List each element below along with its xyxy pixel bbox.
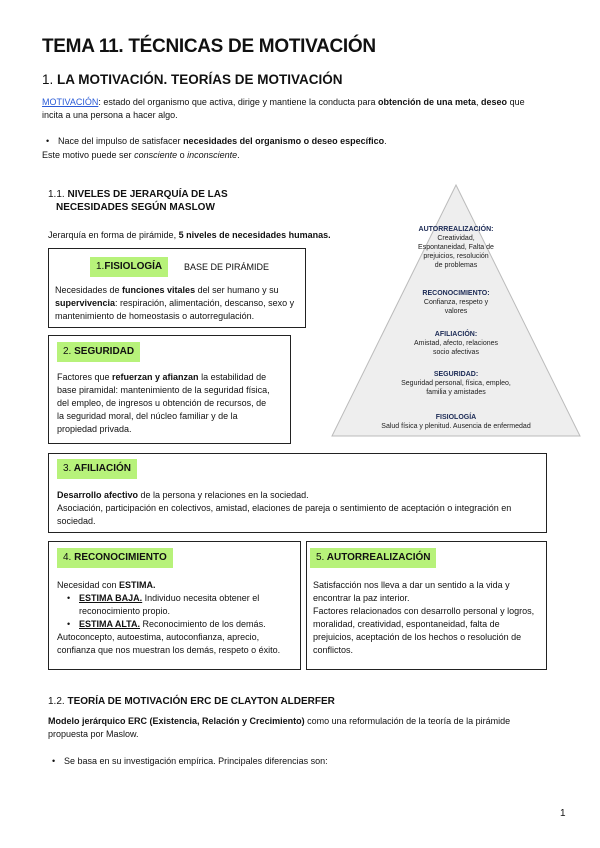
- tag-seguridad: [57, 342, 140, 362]
- tag-label: RECONOCIMIENTO: [74, 552, 167, 563]
- pyramid-level-line: familia y amistades: [426, 389, 486, 396]
- text: Asociación, participación en colectivos, amistad, elaciones de pareja o sentimiento de aceptación o integración en: [57, 503, 512, 513]
- def-line-2: incita a una persona a hacer algo.: [42, 110, 178, 120]
- bullet-bold: necesidades del organismo o deseo específico: [183, 136, 385, 146]
- tag-number: 3.: [63, 463, 72, 474]
- text: encontrar la paz interior.: [313, 593, 410, 603]
- def-text: : estado del organismo que activa, dirige y mantiene la conducta para: [98, 97, 379, 107]
- tag-number: 4.: [63, 552, 72, 563]
- erc-bold: Modelo jerárquico ERC (Existencia, Relación y Crecimiento): [48, 716, 305, 726]
- section-1-title: LA MOTIVACIÓN. TEORÍAS DE MOTIVACIÓN: [57, 72, 343, 87]
- pyramid-level-line: Confianza, respeto y: [423, 299, 489, 306]
- motivation-link[interactable]: MOTIVACIÓN: [42, 97, 99, 107]
- maslow-intro: [48, 229, 331, 242]
- section-1-number: 1.: [42, 72, 54, 87]
- text: prejuicios, aceptación de los hechos o resolución de: [313, 632, 522, 642]
- def-bold-goal: obtención de una meta: [378, 97, 477, 107]
- text: Autoconcepto, autoestima, autoconfianza, aprecio,: [57, 632, 260, 642]
- text-bold: refuerzan y afianzan: [112, 372, 199, 382]
- pyramid-level-reconocimiento: [330, 289, 582, 316]
- section-11-title-1: NIVELES DE JERARQUÍA DE LAS: [67, 189, 228, 200]
- motive-text: Este motivo puede ser: [42, 150, 135, 160]
- text: confianza que nos muestran los demás, respeto o éxito.: [57, 645, 281, 655]
- text: Individuo necesita obtener el: [142, 593, 260, 603]
- text-bold: funciones vitales: [122, 285, 196, 295]
- maslow-pyramid: [330, 183, 582, 438]
- section-12-number: 1.2.: [48, 696, 65, 707]
- pyramid-level-afiliacion: [330, 330, 582, 357]
- tag-afiliacion: [57, 459, 137, 479]
- reconocimiento-text: [57, 579, 299, 657]
- motivation-definition: [42, 96, 557, 122]
- text: moralidad, creatividad, espontaneidad, falta de: [313, 619, 500, 629]
- pyramid-level-line: prejuicios, resolución: [423, 253, 489, 260]
- pyramid-level-line: Seguridad personal, física, empleo,: [401, 380, 511, 387]
- motive-line: [42, 149, 240, 162]
- erc-text: como una reformulación de la teoría de la pirámide: [304, 716, 511, 726]
- text: Factores que: [57, 372, 113, 382]
- text: Factores relacionados con desarrollo personal y logros,: [313, 606, 535, 616]
- pyramid-level-line: socio afectivas: [433, 349, 479, 356]
- section-11-heading: [48, 188, 228, 214]
- def-text: que: [507, 97, 525, 107]
- intro-text: Jerarquía en forma de pirámide,: [48, 230, 179, 240]
- erc-bullet: [52, 755, 600, 768]
- seguridad-text: [57, 371, 289, 436]
- tag-label: AUTORREALIZACIÓN: [326, 552, 431, 563]
- pyramid-level-line: Amistad, afecto, relaciones: [413, 340, 499, 347]
- text: Necesidades de: [55, 285, 123, 295]
- tag-number: 2.: [63, 346, 72, 357]
- motive-text: .: [237, 150, 240, 160]
- section-1-heading: [42, 72, 343, 87]
- motive-text: o: [177, 150, 188, 160]
- text: : respiración, alimentación, descanso, sexo y: [115, 298, 295, 308]
- def-bold-desire: deseo: [481, 97, 508, 107]
- pyramid-level-line: valores: [444, 308, 468, 315]
- fisiologia-side-note: BASE DE PIRÁMIDE: [184, 262, 270, 272]
- tag-number: 1.: [96, 261, 105, 272]
- erc-text: propuesta por Maslow.: [48, 729, 139, 739]
- text: del ser humano y su: [195, 285, 279, 295]
- text: de la persona y relaciones en la sociedad.: [138, 490, 309, 500]
- intro-bold: 5 niveles de necesidades humanas.: [178, 230, 331, 240]
- pyramid-level-title: AUTORREALIZACIÓN:: [418, 226, 494, 233]
- erc-description: [48, 715, 558, 741]
- def-text: ,: [476, 97, 482, 107]
- tag-label: FISIOLOGÍA: [104, 261, 163, 272]
- tag-reconocimiento: [57, 548, 173, 568]
- pyramid-level-autorrealizacion: [330, 225, 582, 270]
- pyramid-level-title: AFILIACIÓN:: [434, 331, 478, 338]
- pyramid-level-line: Espontaneidad, Falta de: [418, 244, 494, 251]
- tag-fisiologia: [90, 257, 168, 277]
- text: conflictos.: [313, 645, 354, 655]
- text: la estabilidad de: [198, 372, 267, 382]
- tag-number: 5.: [316, 552, 325, 563]
- page-number: 1: [560, 808, 566, 819]
- autorrealizacion-text: [313, 579, 545, 657]
- pyramid-level-title: FISIOLOGÍA: [435, 414, 477, 421]
- fisiologia-text: [55, 284, 303, 323]
- text: propiedad privada.: [57, 424, 132, 434]
- tag-label: SEGURIDAD: [74, 346, 135, 357]
- text-bold: ESTIMA BAJA.: [79, 593, 143, 603]
- pyramid-level-fisiologia: [330, 413, 582, 431]
- text: sociedad.: [57, 516, 96, 526]
- text: Necesidad con: [57, 580, 120, 590]
- text-bold: Desarrollo afectivo: [57, 490, 139, 500]
- estima-baja-bullet: [57, 592, 299, 618]
- estima-alta-bullet: [57, 618, 299, 631]
- section-11-title-2: NECESIDADES SEGÚN MASLOW: [56, 202, 215, 213]
- pyramid-level-title: RECONOCIMIENTO:: [422, 290, 490, 297]
- section-12-heading: [48, 695, 335, 708]
- motive-unconscious: inconsciente: [187, 150, 238, 160]
- pyramid-level-line: Creatividad,: [437, 235, 475, 242]
- text-bold: supervivencia: [55, 298, 116, 308]
- pyramid-level-title: SEGURIDAD:: [433, 371, 479, 378]
- text-bold: ESTIMA.: [119, 580, 156, 590]
- section-12-title: TEORÍA DE MOTIVACIÓN ERC DE CLAYTON ALDERFER: [67, 696, 335, 707]
- pyramid-level-line: de problemas: [434, 262, 478, 269]
- text: del empleo, de ingresos u obtención de recursos, de: [57, 398, 267, 408]
- section-11-number: 1.1.: [48, 189, 65, 200]
- bullet-text: .: [384, 136, 387, 146]
- erc-bullet-text: Se basa en su investigación empírica. Principales diferencias son:: [64, 756, 328, 766]
- tag-autorrealizacion: [310, 548, 436, 568]
- text: mantenimiento de homeostasis o autorregulación.: [55, 311, 255, 321]
- text: reconocimiento propio.: [79, 606, 171, 616]
- page-title: TEMA 11. TÉCNICAS DE MOTIVACIÓN: [42, 36, 376, 57]
- text: la seguridad moral, del núcleo familiar y de la: [57, 411, 238, 421]
- pyramid-level-line: Salud física y plenitud. Ausencia de enfermedad: [381, 423, 531, 430]
- text-bold: ESTIMA ALTA.: [79, 619, 140, 629]
- pyramid-level-seguridad: [330, 370, 582, 397]
- impulse-bullet: [46, 135, 600, 148]
- text: Reconocimiento de los demás.: [140, 619, 266, 629]
- afiliacion-text: [57, 489, 545, 528]
- motive-conscious: consciente: [134, 150, 178, 160]
- text: Satisfacción nos lleva a dar un sentido a la vida y: [313, 580, 510, 590]
- bullet-text: Nace del impulso de satisfacer: [58, 136, 184, 146]
- tag-label: AFILIACIÓN: [73, 463, 131, 474]
- text: base piramidal: mantenimiento de la seguridad física,: [57, 385, 270, 395]
